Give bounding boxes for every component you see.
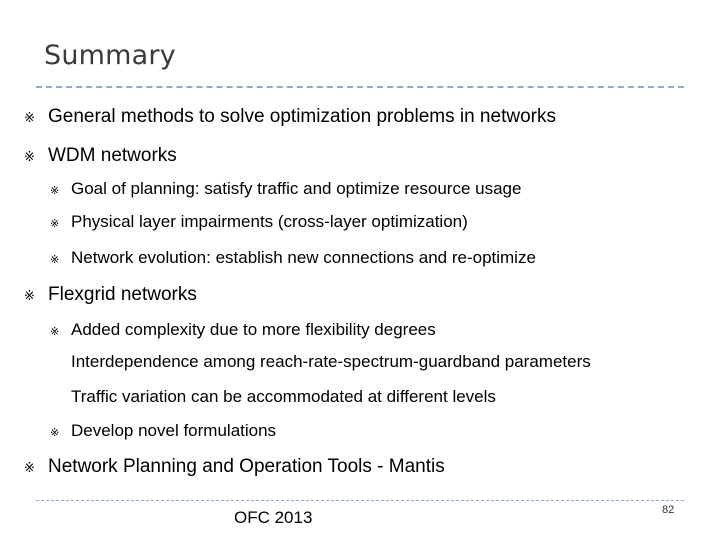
bullet-text: Flexgrid networks <box>48 284 197 305</box>
box-bullet-icon: ※ <box>50 184 60 197</box>
bullet-text: Physical layer impairments (cross-layer optimization) <box>71 212 468 231</box>
bullet-general-methods <box>24 106 556 128</box>
sub-bullet-network-evolution <box>50 248 536 268</box>
bullet-text: Goal of planning: satisfy traffic and optimize resource usage <box>71 179 522 198</box>
box-bullet-icon: ※ <box>50 426 60 439</box>
bullet-text: General methods to solve optimization problems in networks <box>48 106 556 127</box>
bullet-text: Interdependence among reach-rate-spectrum-guardband parameters <box>71 352 591 371</box>
bullet-text: WDM networks <box>48 145 177 166</box>
slide-title: Summary <box>44 40 176 71</box>
box-bullet-icon: ※ <box>24 289 35 304</box>
text-interdependence <box>71 352 591 372</box>
sub-bullet-develop-formulations <box>50 421 276 441</box>
footer-conference: OFC 2013 <box>234 508 313 527</box>
box-bullet-icon: ※ <box>24 461 35 476</box>
bullet-mantis-tools <box>24 456 445 478</box>
bullet-text: Develop novel formulations <box>71 421 277 440</box>
bullet-text: Traffic variation can be accommodated at different levels <box>71 387 496 406</box>
bullet-wdm-networks <box>24 145 177 167</box>
bullet-text: Network Planning and Operation Tools - Mantis <box>48 456 445 477</box>
bullet-flexgrid-networks <box>24 284 197 306</box>
title-divider <box>36 86 684 88</box>
box-bullet-icon: ※ <box>50 217 60 230</box>
page-number: 82 <box>662 504 675 516</box>
box-bullet-icon: ※ <box>24 150 35 165</box>
bullet-text: Added complexity due to more flexibility degrees <box>71 320 436 339</box>
sub-bullet-physical-layer <box>50 212 468 232</box>
sub-bullet-goal-of-planning <box>50 179 521 199</box>
sub-bullet-added-complexity <box>50 320 436 340</box>
footer-divider <box>36 500 684 501</box>
bullet-text: Network evolution: establish new connections and re-optimize <box>71 248 536 267</box>
box-bullet-icon: ※ <box>50 253 60 266</box>
text-traffic-variation <box>71 387 496 407</box>
box-bullet-icon: ※ <box>24 111 35 126</box>
box-bullet-icon: ※ <box>50 325 60 338</box>
